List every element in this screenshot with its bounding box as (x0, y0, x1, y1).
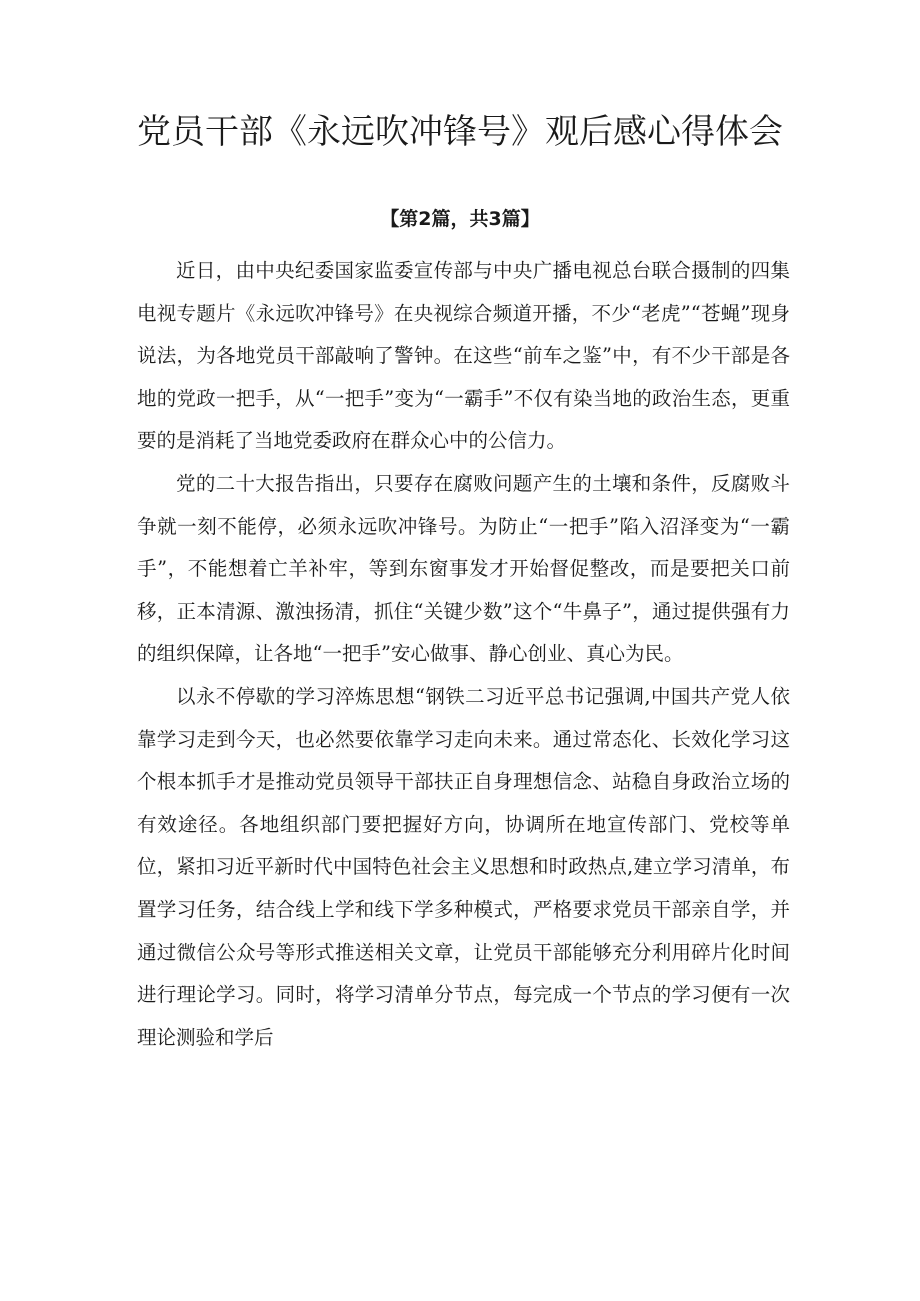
part-label: 【第2篇，共3篇】 (380, 208, 540, 230)
document-title: 党员干部《永远吹冲锋号》观后感心得体会 (137, 112, 783, 152)
paragraph-2: 党的二十大报告指出，只要存在腐败问题产生的土壤和条件，反腐败斗争就一刻不能停，必须永远吹冲锋号。为防止“一把手”陷入沼泽变为“一霸手”，不能想着亡羊补牢，等到东窗事发才开始督促整改，而是要把关口前移，正本清源、激浊扬清，抓住“关键少数”这个“牛鼻子”，通过提供强有力的组织保障，让各地“一把手”安心做事、静心创业、真心为民。 (137, 471, 790, 666)
paragraph-3: 以永不停歇的学习淬炼思想“钢铁二习近平总书记强调,中国共产党人依靠学习走到今天，也必然要依靠学习走向未来。通过常态化、长效化学习这个根本抓手才是推动党员领导干部扶正自身理想信念、站稳自身政治立场的有效途径。各地组织部门要把握好方向，协调所在地宣传部门、党校等单位，紧扣习近平新时代中国特色社会主义思想和时政热点,建立学习清单，布置学习任务，结合线上学和线下学多种模式，严格要求党员干部亲自学，并通过微信公众号等形式推送相关文章，让党员干部能够充分利用碎片化时间进行理论学习。同时，将学习清单分节点，每完成一个节点的学习便有一次理论测验和学后 (137, 684, 790, 1049)
paragraph-1: 近日，由中央纪委国家监委宣传部与中央广播电视总台联合摄制的四集电视专题片《永远吹冲锋号》在央视综合频道开播，不少“老虎”“苍蝇”现身说法，为各地党员干部敲响了警钟。在这些“前车之鉴”中，有不少干部是各地的党政一把手，从“一把手”变为“一霸手”不仅有染当地的政治生态，更重要的是消耗了当地党委政府在群众心中的公信力。 (137, 259, 790, 453)
document-body (137, 250, 790, 1059)
